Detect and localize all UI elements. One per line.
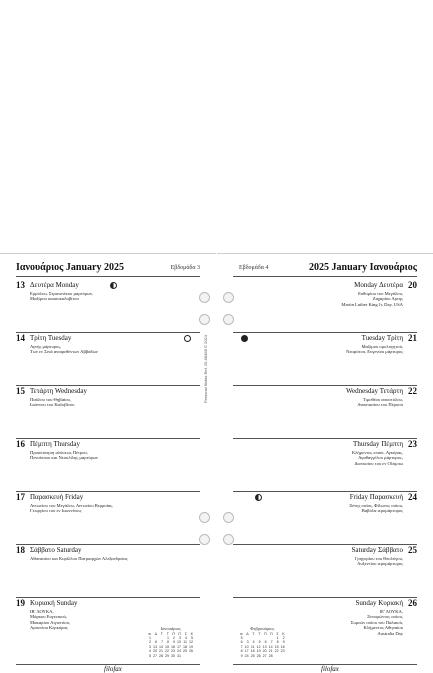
day-name: Thursday Πέμπτη [353, 440, 403, 448]
note-line: Γεωργίου του εν Ιωαννίνοις [30, 508, 82, 514]
note-line: Μαξίμου καυσοκαλυβίτου [30, 296, 79, 302]
note-line: Διονυσίου του εν Ολύμπω [354, 460, 403, 466]
day-number: 22 [408, 386, 417, 396]
mini-calendar-cell: 9 [173, 640, 175, 645]
week-number: Εβδομάδα 3 [170, 265, 200, 271]
mini-calendar-cell: 11 [250, 644, 255, 649]
note-line: Ξένης οσίας, Φίλωνος οσίου, [349, 503, 403, 508]
mini-calendar-cell: 1 [149, 635, 151, 640]
moon-phase-icon [184, 335, 191, 342]
mini-calendar-cell: 24 [244, 653, 249, 658]
day-number: 16 [16, 439, 25, 449]
mini-calendar-weekday: Π [178, 631, 181, 636]
note-line: Των εν Σινά αναιρεθέντων Αββάδων [30, 349, 98, 355]
note-line: Ιωάννου του Καλυβίτου [30, 402, 75, 408]
mini-calendar-cell: 29 [165, 653, 169, 658]
mini-calendar-cell: 6 [155, 640, 157, 645]
note-line: Αναστασίου του Πέρσου [357, 402, 403, 408]
mini-calendar-cell: 12 [256, 644, 261, 649]
note-line: Martin Luther King Jr. Day, USA [341, 301, 403, 307]
day-row[interactable] [16, 439, 200, 492]
day-name: Σάββατο Saturday [30, 546, 82, 554]
saint-day-notes [357, 397, 403, 408]
day-name: Wednesday Τετάρτη [345, 387, 403, 395]
saint-day-notes [30, 503, 113, 514]
note-line: Συμεών οσίου του Παλαιού, [350, 619, 403, 625]
note-line: Μάρκου Ευγενικού, [30, 614, 67, 620]
note-line: Γρηγορίου του Θεολόγου, [354, 556, 403, 561]
mini-calendar-cell: 3 [179, 635, 181, 640]
day-name: Tuesday Τρίτη [361, 334, 403, 342]
mini-calendar-cell: 1 [276, 635, 279, 640]
mini-calendar-cell: 23 [280, 649, 285, 654]
mini-calendar-cell: 23 [171, 649, 175, 654]
binder-hole-icon [223, 534, 234, 545]
day-name: Friday Παρασκευή [349, 493, 403, 501]
binder-hole-icon [223, 314, 234, 325]
mini-calendar-cell: 5 [258, 640, 261, 645]
saint-day-notes [30, 556, 128, 561]
week-number: Εβδομάδα 4 [239, 265, 269, 271]
day-number: 21 [408, 333, 417, 343]
day-number: 17 [16, 492, 25, 502]
day-row[interactable] [16, 598, 200, 673]
day-name: Κυριακή Sunday [30, 599, 78, 607]
mini-calendar-cell: 7 [161, 640, 163, 645]
saint-day-notes [341, 291, 403, 307]
moon-phase-icon [241, 335, 248, 342]
day-row[interactable] [233, 439, 417, 492]
note-line: Κλήμεντος επισκ. Αγκύρας, [351, 450, 403, 455]
mini-calendar-weekday: Κ [190, 631, 193, 636]
day-name: Δευτέρα Monday [30, 281, 79, 289]
day-number: 18 [16, 545, 25, 555]
mini-calendar-cell: 7 [270, 640, 273, 645]
day-row[interactable] [233, 333, 417, 386]
mini-calendar-weekday: Π [264, 631, 267, 636]
mini-calendar-cell: 27 [153, 653, 157, 658]
mini-calendar-weekday: Δ [246, 631, 249, 636]
mini-calendar-cell: 6 [264, 640, 267, 645]
mini-calendar-cell: 19 [256, 649, 261, 654]
mini-calendar-cell: 25 [183, 649, 187, 654]
mini-calendar-cell: 18 [250, 649, 255, 654]
saint-day-notes [351, 609, 403, 636]
saint-day-notes [30, 344, 98, 355]
mini-calendar-cell: 21 [159, 649, 163, 654]
day-number: 19 [16, 598, 25, 608]
note-line: Αυξεντίου ιερομάρτυρος [357, 561, 403, 567]
note-line: Παύλου του Θηβαίου, [30, 397, 71, 402]
note-line: Αγαθαγγέλου μάρτυρος, [358, 455, 403, 461]
day-row[interactable] [16, 280, 200, 333]
note-line: Ζαχαρίου Αρτης [372, 296, 403, 302]
binder-hole-icon [199, 534, 210, 545]
mini-calendar-cell: 2 [173, 635, 175, 640]
mini-calendar-cell: 16 [280, 644, 285, 649]
mini-calendar [147, 627, 194, 658]
day-row[interactable] [233, 545, 417, 598]
day-name: Sunday Κυριακή [355, 599, 403, 607]
mini-calendar-weekday: Σ [184, 631, 187, 636]
mini-calendar-cell: 11 [183, 640, 187, 645]
page-header [233, 262, 417, 277]
saint-day-notes [30, 397, 74, 408]
mini-calendar-cell: 2 [282, 635, 285, 640]
note-line: Ευθυμίου του Μεγάλου, [358, 291, 403, 296]
day-row[interactable] [233, 386, 417, 439]
mini-calendar-cell: 5 [149, 653, 151, 658]
note-line: Προσκύνηση αλύσεως Πέτρου, [30, 450, 88, 455]
note-line: Τιμοθέου αποστόλου, [362, 397, 403, 402]
mini-calendar-cell: 16 [171, 644, 175, 649]
day-number: 26 [408, 598, 417, 608]
day-number: 23 [408, 439, 417, 449]
day-row[interactable] [16, 492, 200, 545]
mini-calendar-cell: 14 [268, 644, 273, 649]
saint-day-notes [30, 450, 98, 461]
note-line: Αγνής μάρτυρος, [30, 344, 62, 349]
mini-calendar-cell: 20 [153, 649, 157, 654]
left-page [0, 253, 216, 673]
note-line: Μαξίμου ομολογητού, [361, 344, 403, 349]
mini-calendar-cell: 4 [185, 635, 187, 640]
day-number: 15 [16, 386, 25, 396]
mini-calendar-cell: 21 [268, 649, 273, 654]
mini-calendar-cell: 14 [159, 644, 163, 649]
day-number: 25 [408, 545, 417, 555]
note-line: Πενσίππου και Νεοκλίλης μαρτύρων [30, 455, 99, 461]
binder-hole-icon [199, 292, 210, 303]
mini-calendar-cell: 4 [252, 640, 255, 645]
mini-calendar-title: Ιανουάριος [160, 626, 181, 632]
mini-calendar-cell: 9 [240, 653, 243, 658]
moon-phase-icon [110, 282, 117, 289]
mini-calendar-cell: 18 [183, 644, 187, 649]
note-line: Μακαρίου Αιγυπτίου, [30, 619, 71, 625]
mini-calendar-cell: 9 [282, 640, 285, 645]
mini-calendar-cell: 22 [274, 649, 279, 654]
mini-calendar-cell: 6 [240, 640, 243, 645]
note-line: Βαβύλα ιερομάρτυρος [361, 508, 403, 514]
mini-calendar-cell: 4 [149, 649, 151, 654]
note-line: Ξενοφώντος οσίου, [367, 614, 403, 620]
mini-calendar-cell: 1 [167, 635, 169, 640]
mini-calendar-cell: 2 [149, 640, 151, 645]
mini-calendar-cell: 26 [189, 649, 193, 654]
mini-calendar-cell: 5 [240, 635, 243, 640]
mini-calendar-cell: 30 [171, 653, 175, 658]
mini-calendar-cell: 26 [256, 653, 261, 658]
day-row[interactable] [16, 545, 200, 598]
mini-calendar-weekday: Τ [252, 631, 255, 636]
mini-calendar-weekday: Δ [154, 631, 157, 636]
note-line: ΙΕ' ΛΟΥΚΑ, [379, 609, 403, 614]
day-row[interactable] [16, 333, 200, 386]
mini-calendar-cell: 17 [244, 649, 249, 654]
mini-calendar-cell: 8 [167, 640, 169, 645]
mini-calendar-cell: 27 [262, 653, 267, 658]
mini-calendar-cell: 15 [165, 644, 169, 649]
day-number: 24 [408, 492, 417, 502]
note-line: Αθανασίου και Κυρίλλου Πατριαρχών Αλεξανδρείας [30, 556, 128, 561]
mini-calendar-cell: 8 [240, 649, 243, 654]
mini-calendar-cell: 3 [149, 644, 151, 649]
mini-calendar-cell: 31 [177, 653, 181, 658]
mini-calendar-cell: 13 [153, 644, 157, 649]
day-number: 13 [16, 280, 25, 290]
mini-calendar-cell: 5 [191, 635, 193, 640]
mini-calendar-weekday: Π [172, 631, 175, 636]
mini-calendar-weekday: Σ [276, 631, 279, 636]
brand-logo: filofax [321, 665, 339, 673]
day-name: Πέμπτη Thursday [30, 440, 80, 448]
right-page [217, 253, 433, 673]
saint-day-notes [30, 609, 70, 631]
mini-calendar [239, 627, 286, 658]
binder-hole-icon [199, 512, 210, 523]
day-number: 20 [408, 280, 417, 290]
mini-calendar-cell: 8 [276, 640, 279, 645]
mini-calendar-cell: 22 [165, 649, 169, 654]
day-name: Τρίτη Tuesday [30, 334, 72, 342]
day-row[interactable] [16, 386, 200, 439]
binder-hole-icon [223, 512, 234, 523]
note-line: Αντωνίου του Μεγάλου, Αντωνίου Βερροίας, [30, 503, 114, 508]
mini-calendar-cell: 28 [268, 653, 273, 658]
saint-day-notes [349, 503, 403, 514]
note-line: Νεοφύτου, Ευγενίου μάρτυρος [346, 349, 403, 355]
day-name: Saturday Σάββατο [351, 546, 403, 554]
mini-calendar-cell: 10 [177, 640, 181, 645]
mini-calendar-weekday: Π [270, 631, 273, 636]
mini-calendar-cell: 12 [189, 640, 193, 645]
note-line: Australia Day [377, 630, 403, 636]
mini-calendar-weekday: Κ [282, 631, 285, 636]
mini-calendar-cell: 20 [262, 649, 267, 654]
mini-calendar-cell: 17 [177, 644, 181, 649]
binder-hole-icon [199, 314, 210, 325]
moon-phase-icon [255, 494, 262, 501]
day-name: Monday Δευτέρα [354, 281, 403, 289]
mini-calendar-weekday: w [148, 631, 151, 636]
day-name: Τετάρτη Wednesday [30, 387, 88, 395]
day-row[interactable] [233, 280, 417, 333]
note-line: Κλήμεντος Αθηναίου [363, 625, 403, 631]
mini-calendar-cell [188, 654, 194, 658]
mini-calendar-cell: 19 [189, 644, 193, 649]
mini-calendar-cell: 3 [246, 640, 249, 645]
month-title: Ιανουάριος January 2025 [16, 262, 124, 273]
saint-day-notes [352, 450, 403, 466]
saint-day-notes [355, 556, 403, 567]
mini-calendar-cell: 10 [244, 644, 249, 649]
day-name: Παρασκευή Friday [30, 493, 84, 501]
mini-calendar-cell: 15 [274, 644, 279, 649]
mini-calendar-cell: 7 [240, 644, 243, 649]
note-line: Αρσενίου Κερκύρας [30, 625, 68, 631]
day-number: 14 [16, 333, 25, 343]
diary-spread [0, 253, 433, 673]
mini-calendar-cell: 28 [159, 653, 163, 658]
brand-logo: filofax [104, 665, 122, 673]
saint-day-notes [346, 344, 403, 355]
page-header [16, 262, 200, 277]
mini-calendar-weekday: Τ [166, 631, 169, 636]
binder-hole-icon [223, 292, 234, 303]
spine-imprint: Personal filofax Ref. 25-68468 © 2024 [203, 335, 208, 403]
mini-calendar-weekday: Τ [258, 631, 261, 636]
month-title: 2025 January Ιανουάριος [309, 262, 417, 273]
mini-calendar-title: Φεβρουάριος [250, 626, 275, 632]
mini-calendar-weekday: w [240, 631, 243, 636]
day-row[interactable] [233, 598, 417, 673]
mini-calendar-cell: 24 [177, 649, 181, 654]
saint-day-notes [30, 291, 93, 302]
mini-calendar-cell: 25 [250, 653, 255, 658]
mini-calendar-cell: 13 [262, 644, 267, 649]
day-row[interactable] [233, 492, 417, 545]
note-line: Ερμύλου, Στρατονίκου μαρτύρων, [30, 291, 94, 296]
mini-calendar-weekday: Τ [160, 631, 163, 636]
mini-calendar-cell [280, 654, 286, 658]
note-line: ΙΒ' ΛΟΥΚΑ, [30, 609, 54, 614]
